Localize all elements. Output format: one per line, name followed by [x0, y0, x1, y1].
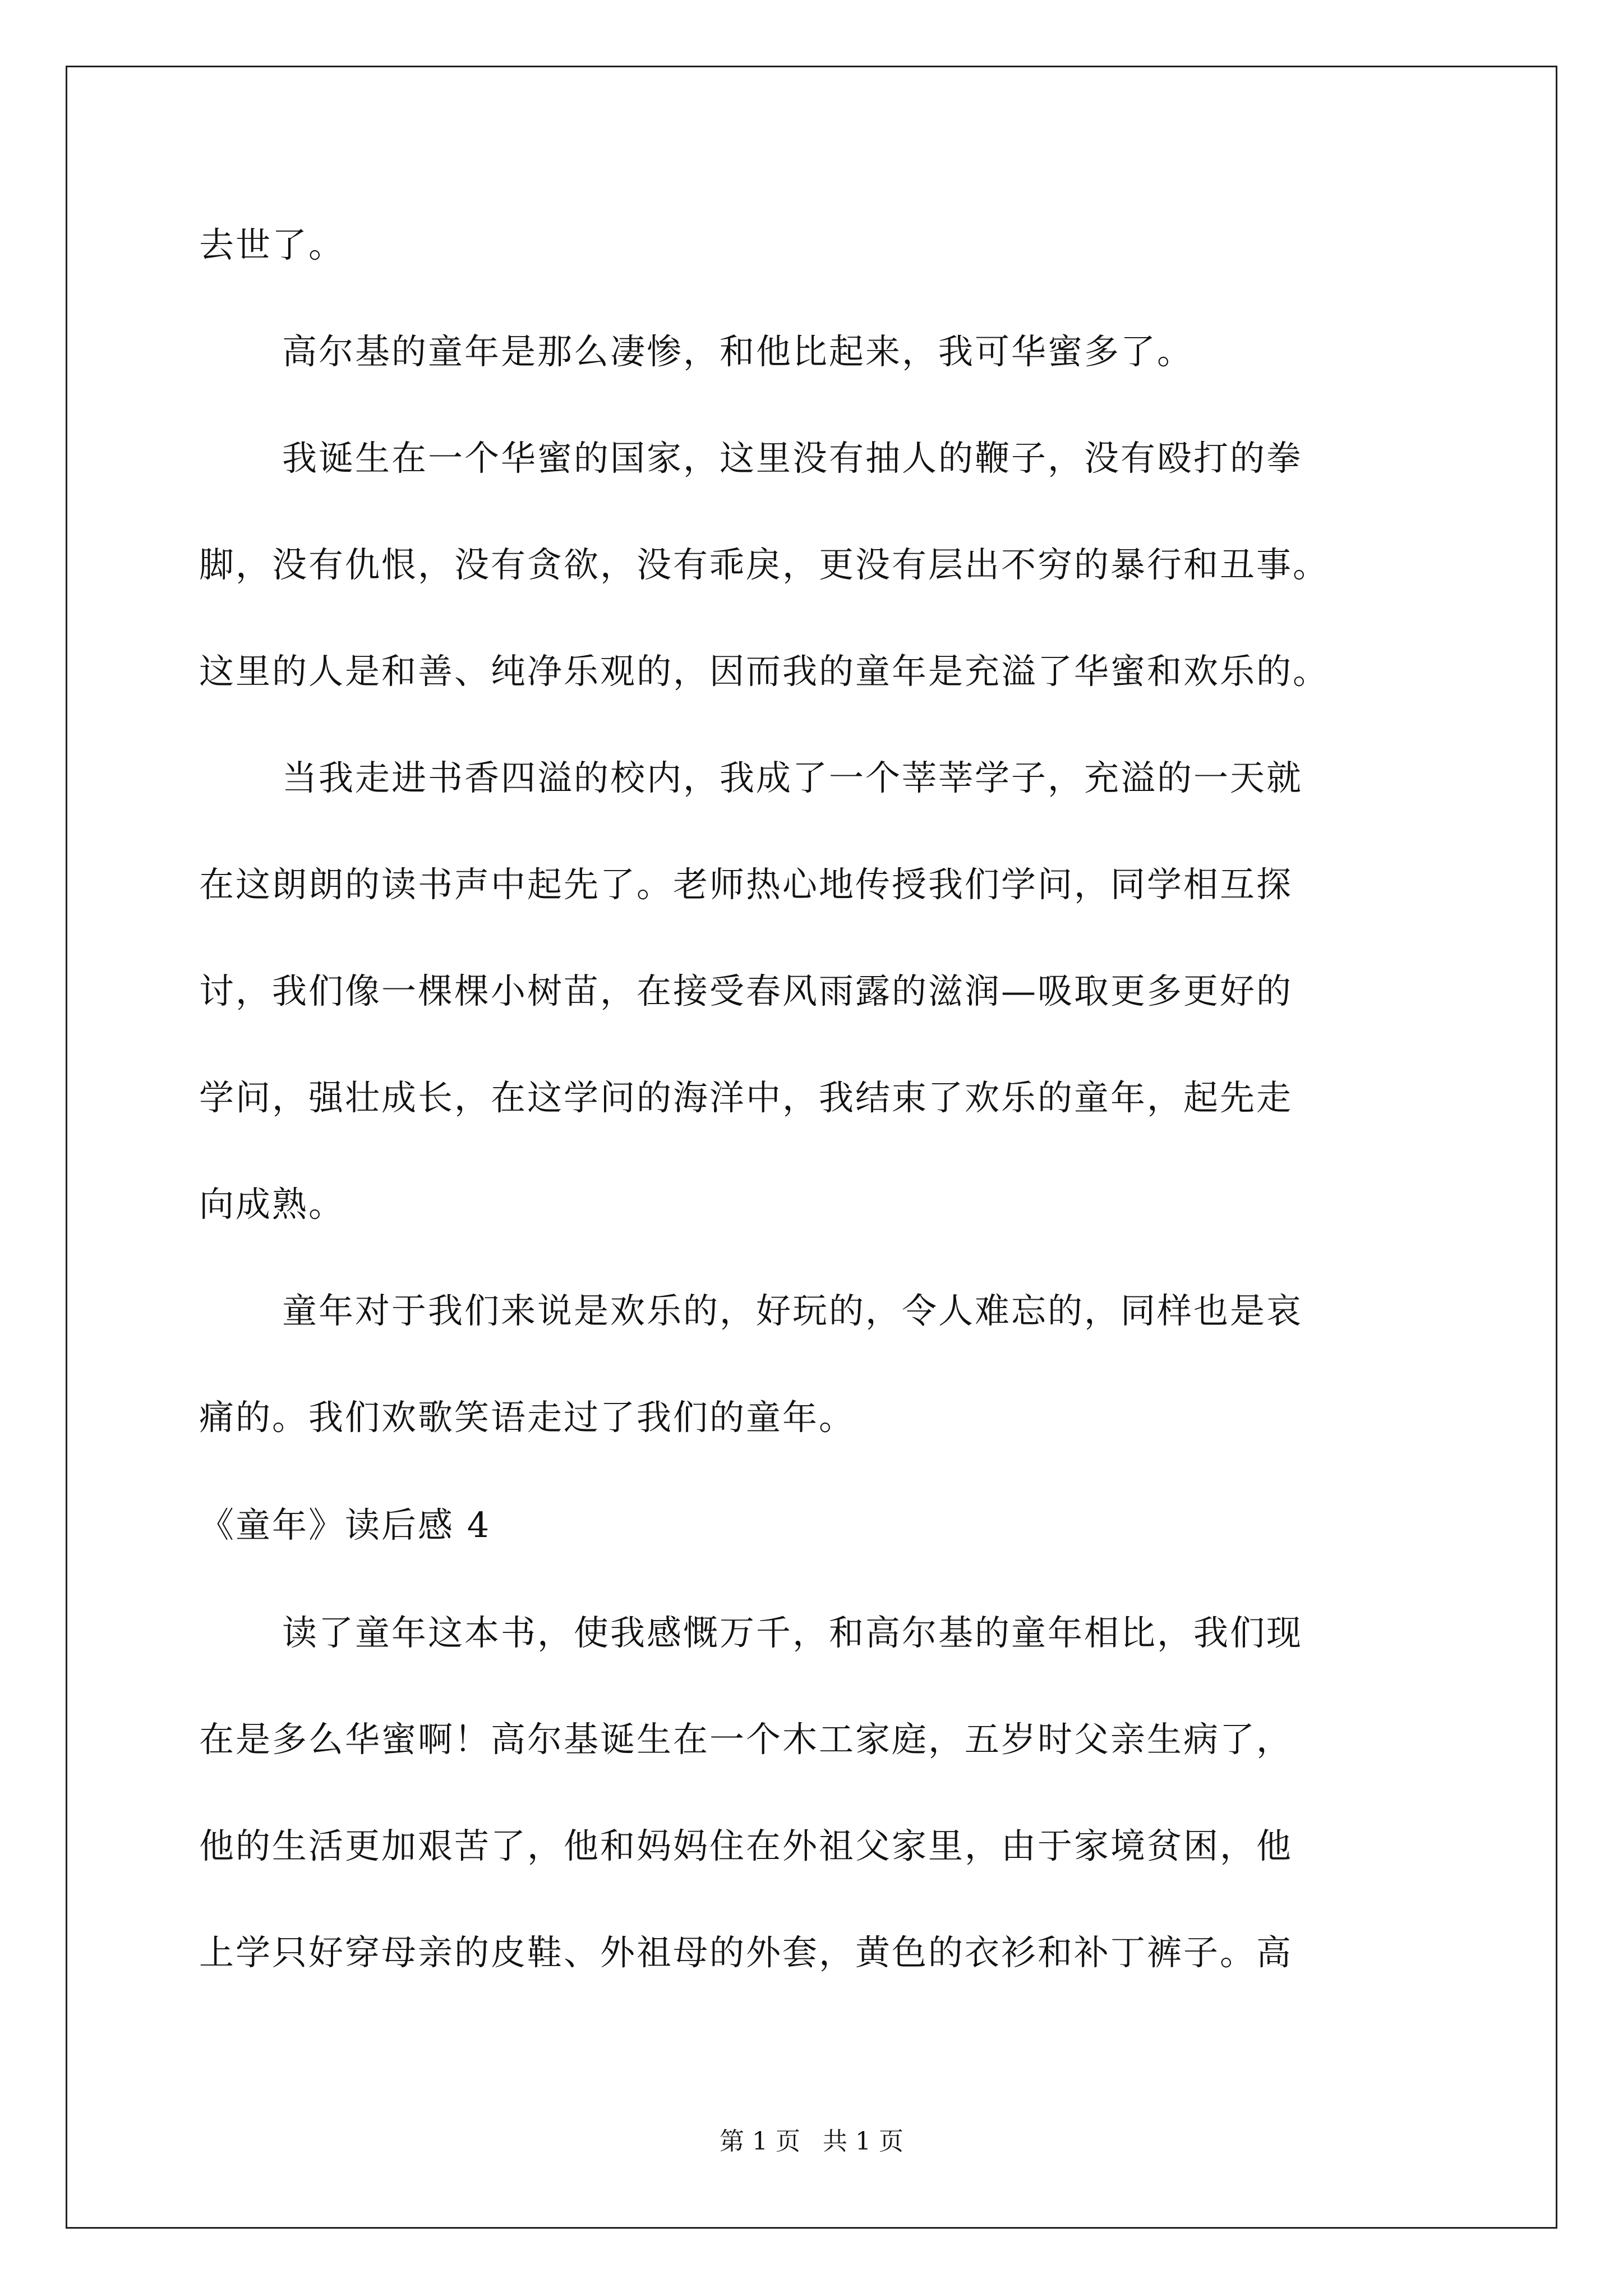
paragraph-line: 去世了。: [199, 224, 345, 265]
paragraph-line: 童年对于我们来说是欢乐的，好玩的，令人难忘的，同样也是哀: [282, 1290, 1303, 1331]
paragraph-line: 我诞生在一个华蜜的国家，这里没有抽人的鞭子，没有殴打的拳: [282, 438, 1303, 478]
page-border: [66, 66, 1557, 2229]
page-number: 第 1 页: [720, 2127, 800, 2156]
paragraph-line: 痛的。我们欢歌笑语走过了我们的童年。: [199, 1397, 856, 1438]
paragraph-line: 学问，强壮成长，在这学问的海洋中，我结束了欢乐的童年，起先走: [199, 1077, 1293, 1118]
paragraph-line: 当我走进书香四溢的校内，我成了一个莘莘学子，充溢的一天就: [282, 757, 1303, 798]
page-footer: [0, 2129, 1623, 2154]
paragraph-line: 在是多么华蜜啊！高尔基诞生在一个木工家庭，五岁时父亲生病了，: [199, 1719, 1293, 1760]
paragraph-line: 读了童年这本书，使我感慨万千，和高尔基的童年相比，我们现: [282, 1612, 1303, 1653]
paragraph-line: 讨，我们像一棵棵小树苗，在接受春风雨露的滋润—吸取更多更好的: [199, 970, 1293, 1011]
paragraph-line: 这里的人是和善、纯净乐观的，因而我的童年是充溢了华蜜和欢乐的。: [199, 651, 1330, 692]
paragraph-line: 高尔基的童年是那么凄惨，和他比起来，我可华蜜多了。: [282, 331, 1194, 372]
paragraph-line: 上学只好穿母亲的皮鞋、外祖母的外套，黄色的衣衫和补丁裤子。高: [199, 1932, 1293, 1973]
paragraph-line: 脚，没有仇恨，没有贪欲，没有乖戾，更没有层出不穷的暴行和丑事。: [199, 544, 1330, 585]
page-total: 共 1 页: [823, 2127, 903, 2156]
paragraph-line: 向成熟。: [199, 1184, 345, 1225]
paragraph-line: 在这朗朗的读书声中起先了。老师热心地传授我们学问，同学相互探: [199, 864, 1293, 905]
paragraph-line: 他的生活更加艰苦了，他和妈妈住在外祖父家里，由于家境贫困，他: [199, 1825, 1293, 1866]
section-heading: 《童年》读后感 4: [199, 1504, 491, 1545]
